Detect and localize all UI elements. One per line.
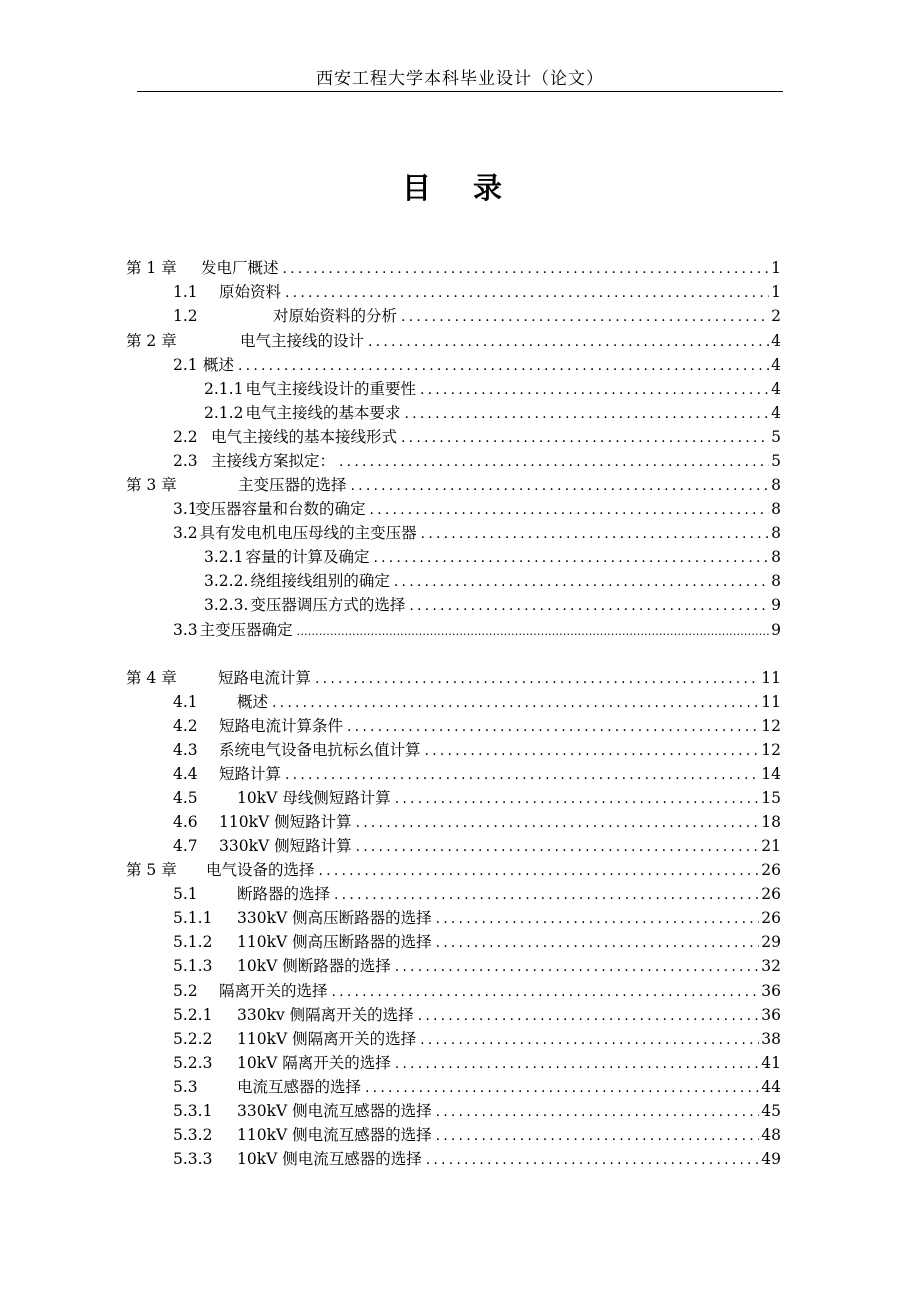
- toc-entry[interactable]: [204, 378, 781, 400]
- toc-entry[interactable]: [173, 931, 781, 953]
- toc-entry[interactable]: [173, 426, 781, 448]
- toc-entry[interactable]: [173, 1052, 781, 1074]
- toc-entry-number: 第 5 章: [126, 861, 177, 879]
- toc-entry-title: 容量的计算及确定: [245, 548, 370, 566]
- toc-entry-title: 绕组接线组别的确定: [250, 572, 390, 590]
- toc-entry-number: 3.2.2.: [204, 572, 249, 590]
- toc-entry-title: 主变压器确定: [199, 621, 293, 639]
- toc-entry-page: 21: [761, 837, 781, 855]
- toc-entry-number: 1.2: [173, 307, 198, 325]
- toc-leader-dots: [373, 547, 769, 569]
- toc-entry-page: 11: [761, 669, 781, 687]
- toc-entry[interactable]: [204, 594, 781, 616]
- toc-entry-title: 电气主接线的基本要求: [245, 404, 401, 422]
- toc-entry-page: 41: [761, 1054, 781, 1072]
- toc-entry-title: 110kV 侧高压断路器的选择: [237, 933, 432, 951]
- toc-leader-dots: [351, 475, 770, 497]
- toc-entry-number: 4.3: [173, 741, 198, 759]
- toc-leader-dots: [238, 355, 769, 377]
- toc-entry-title: 对原始资料的分析: [273, 307, 398, 325]
- toc-leader-dots: [420, 1029, 759, 1051]
- toc-entry-page: 8: [771, 524, 781, 542]
- toc-entry[interactable]: [173, 1004, 781, 1026]
- toc-entry-page: 36: [761, 1006, 781, 1024]
- toc-leader-dots: [315, 668, 759, 690]
- toc-entry-page: 26: [761, 861, 781, 879]
- toc-entry-page: 14: [761, 765, 781, 783]
- toc-entry-page: 15: [761, 789, 781, 807]
- header-rule: [137, 91, 783, 92]
- toc-entry[interactable]: [173, 955, 781, 977]
- toc-entry[interactable]: [173, 305, 781, 327]
- toc-leader-dots: [356, 812, 760, 834]
- toc-entry[interactable]: [173, 619, 781, 641]
- toc-leader-dots: [395, 956, 760, 978]
- toc-leader-dots: [283, 258, 770, 280]
- toc-leader-dots: [368, 331, 769, 353]
- toc-leader-dots: [339, 451, 769, 473]
- toc-entry-number: 1.1: [173, 283, 198, 301]
- toc-entry-number: 3.3: [173, 621, 198, 639]
- toc-entry-title: 10kV 侧电流互感器的选择: [237, 1150, 422, 1168]
- toc-entry-number: 5.1.3: [173, 957, 213, 975]
- toc-entry-page: 5: [771, 428, 781, 446]
- toc-entry-title: 概述: [237, 693, 269, 711]
- toc-leader-dots: [418, 1005, 760, 1027]
- toc-entry-page: 12: [761, 741, 781, 759]
- toc-entry-page: 12: [761, 717, 781, 735]
- toc-entry-title: 110kV 侧电流互感器的选择: [237, 1126, 432, 1144]
- toc-entry[interactable]: [173, 763, 781, 785]
- toc-entry[interactable]: [173, 354, 781, 376]
- toc-entry[interactable]: [173, 281, 781, 303]
- toc-entry-page: 9: [771, 621, 781, 639]
- toc-entry-title: 330kV 侧短路计算: [219, 837, 352, 855]
- toc-entry-number: 第 1 章: [126, 259, 177, 277]
- toc-entry-page: 2: [771, 307, 781, 325]
- toc-entry-page: 45: [761, 1102, 781, 1120]
- toc-entry[interactable]: [173, 811, 781, 833]
- toc-entry-number: 第 2 章: [126, 332, 177, 350]
- toc-leader-dots: [420, 379, 769, 401]
- toc-entry-page: 29: [761, 933, 781, 951]
- toc-entry[interactable]: [173, 883, 781, 905]
- toc-entry-page: 4: [771, 332, 781, 350]
- toc-leader-dots: [365, 1077, 759, 1099]
- toc-entry[interactable]: [204, 570, 781, 592]
- page-title: 目 录: [401, 171, 519, 205]
- toc-entry-number: 5.2.1: [173, 1006, 213, 1024]
- toc-entry-title: 电气主接线的基本接线形式: [211, 428, 398, 446]
- toc-entry-number: 3.2.1: [204, 548, 244, 566]
- toc-entry-number: 2.2: [173, 428, 198, 446]
- toc-entry-title: 10kV 隔离开关的选择: [237, 1054, 391, 1072]
- toc-entry-title: 110kV 侧隔离开关的选择: [237, 1030, 417, 1048]
- toc-entry-page: 49: [761, 1150, 781, 1168]
- toc-entry-number: 2.1.1: [204, 380, 244, 398]
- toc-entry-page: 9: [771, 596, 781, 614]
- toc-entry-title: 短路计算: [219, 765, 282, 783]
- toc-leader-dots: [395, 788, 760, 810]
- toc-entry-title: 10kV 侧断路器的选择: [237, 957, 391, 975]
- toc-entry-number: 5.3.1: [173, 1102, 213, 1120]
- toc-entry-number: 4.1: [173, 693, 198, 711]
- toc-leader-dots: [319, 860, 760, 882]
- toc-leader-dots: [404, 403, 769, 425]
- toc-entry-number: 5.1.2: [173, 933, 213, 951]
- toc-entry-page: 8: [771, 572, 781, 590]
- toc-entry-page: 26: [761, 885, 781, 903]
- toc-entry-number: 3.2.3.: [204, 596, 249, 614]
- toc-entry-number: 5.2.3: [173, 1054, 213, 1072]
- toc-entry-title: 110kV 侧短路计算: [219, 813, 352, 831]
- toc-leader-dots: [297, 621, 769, 643]
- toc-entry[interactable]: [173, 450, 781, 472]
- toc-leader-dots: [394, 571, 769, 593]
- toc-entry-title: 隔离开关的选择: [219, 982, 328, 1000]
- toc-entry[interactable]: [173, 715, 781, 737]
- toc-entry-title: 概述: [203, 356, 235, 374]
- toc-entry-title: 10kV 母线侧短路计算: [237, 789, 391, 807]
- toc-entry-number: 5.3.3: [173, 1150, 213, 1168]
- toc-entry-title: 短路电流计算: [218, 669, 312, 687]
- toc-entry-title: 发电厂概述: [201, 259, 279, 277]
- toc-entry[interactable]: [173, 835, 781, 857]
- toc-entry-title: 330kV 侧电流互感器的选择: [237, 1102, 432, 1120]
- toc-entry-number: 2.1: [173, 356, 198, 374]
- toc-entry[interactable]: [173, 1148, 781, 1170]
- toc-entry-number: 4.4: [173, 765, 198, 783]
- toc-entry-number: 5.2.2: [173, 1030, 213, 1048]
- toc-leader-dots: [285, 764, 759, 786]
- toc-entry-number: 第 3 章: [126, 476, 177, 494]
- toc-entry-number: 5.3: [173, 1078, 198, 1096]
- toc-entry-title: 330kV 侧高压断路器的选择: [237, 909, 432, 927]
- toc-entry-page: 1: [771, 283, 781, 301]
- toc-entry[interactable]: [173, 522, 781, 544]
- toc-entry-title: 原始资料: [219, 283, 282, 301]
- toc-entry-page: 8: [771, 500, 781, 518]
- toc-entry-number: 2.3: [173, 452, 198, 470]
- toc-entry-title: 变压器容量和台数的确定: [195, 500, 366, 518]
- toc-entry-title: 电气主接线的设计: [240, 332, 365, 350]
- toc-entry[interactable]: [173, 1100, 781, 1122]
- toc-entry-page: 18: [761, 813, 781, 831]
- toc-leader-dots: [426, 1149, 760, 1171]
- toc-entry-page: 8: [771, 548, 781, 566]
- toc-leader-dots: [425, 740, 760, 762]
- toc-entry[interactable]: [173, 1028, 781, 1050]
- toc-entry-title: 电气主接线设计的重要性: [245, 380, 416, 398]
- toc-entry-title: 具有发电机电压母线的主变压器: [199, 524, 417, 542]
- toc-entry-title: 330kv 侧隔离开关的选择: [237, 1006, 414, 1024]
- toc-entry-page: 4: [771, 404, 781, 422]
- toc-leader-dots: [401, 306, 769, 328]
- toc-entry[interactable]: [173, 1124, 781, 1146]
- toc-entry[interactable]: [173, 1076, 781, 1098]
- toc-entry-title: 主接线方案拟定：: [211, 452, 336, 470]
- toc-entry-number: 5.3.2: [173, 1126, 213, 1144]
- toc-entry-number: 3.2: [173, 524, 198, 542]
- toc-leader-dots: [272, 692, 759, 714]
- toc-leader-dots: [421, 523, 769, 545]
- toc-entry-page: 36: [761, 982, 781, 1000]
- toc-entry-page: 1: [771, 259, 781, 277]
- toc-entry-page: 38: [761, 1030, 781, 1048]
- toc-entry-number: 5.1.1: [173, 909, 213, 927]
- toc-leader-dots: [409, 595, 769, 617]
- toc-entry-number: 3.1: [173, 500, 198, 518]
- toc-entry-page: 26: [761, 909, 781, 927]
- toc-leader-dots: [347, 716, 759, 738]
- toc-entry-title: 系统电气设备电抗标幺值计算: [219, 741, 421, 759]
- toc-entry-page: 11: [761, 693, 781, 711]
- toc-leader-dots: [356, 836, 760, 858]
- toc-entry[interactable]: [126, 330, 781, 352]
- toc-leader-dots: [395, 1053, 760, 1075]
- toc-entry-page: 8: [771, 476, 781, 494]
- toc-entry-number: 4.2: [173, 717, 198, 735]
- toc-entry[interactable]: [173, 907, 781, 929]
- toc-entry-page: 48: [761, 1126, 781, 1144]
- toc-entry-page: 44: [761, 1078, 781, 1096]
- toc-leader-dots: [401, 427, 769, 449]
- toc-entry-number: 2.1.2: [204, 404, 244, 422]
- toc-leader-dots: [436, 932, 760, 954]
- toc-entry-title: 短路电流计算条件: [219, 717, 344, 735]
- toc-entry-number: 5.1: [173, 885, 198, 903]
- toc-entry-title: 主变压器的选择: [238, 476, 347, 494]
- toc-leader-dots: [332, 981, 760, 1003]
- toc-entry-title: 电气设备的选择: [206, 861, 315, 879]
- toc-entry-page: 4: [771, 356, 781, 374]
- toc-entry-title: 电流互感器的选择: [237, 1078, 362, 1096]
- toc-entry-page: 32: [761, 957, 781, 975]
- toc-entry-number: 4.7: [173, 837, 198, 855]
- toc-entry-number: 第 4 章: [126, 669, 177, 687]
- toc-entry-title: 断路器的选择: [237, 885, 331, 903]
- toc-entry[interactable]: [204, 546, 781, 568]
- toc-entry[interactable]: [126, 474, 781, 496]
- toc-entry[interactable]: [173, 498, 781, 520]
- toc-entry[interactable]: [173, 980, 781, 1002]
- toc-entry-number: 4.6: [173, 813, 198, 831]
- toc-entry-page: 5: [771, 452, 781, 470]
- toc-entry[interactable]: [204, 402, 781, 424]
- toc-leader-dots: [436, 908, 760, 930]
- toc-leader-dots: [334, 884, 759, 906]
- toc-entry-number: 4.5: [173, 789, 198, 807]
- toc-entry-title: 变压器调压方式的选择: [250, 596, 406, 614]
- toc-entry[interactable]: [173, 739, 781, 761]
- page-header: 西安工程大学本科毕业设计（论文）: [316, 69, 604, 89]
- toc-entry[interactable]: [126, 257, 781, 279]
- toc-entry[interactable]: [126, 667, 781, 689]
- toc-entry[interactable]: [173, 787, 781, 809]
- toc-entry-page: 4: [771, 380, 781, 398]
- toc-leader-dots: [436, 1125, 760, 1147]
- toc-entry[interactable]: [126, 859, 781, 881]
- toc-leader-dots: [370, 499, 770, 521]
- toc-entry-number: 5.2: [173, 982, 198, 1000]
- toc-leader-dots: [436, 1101, 760, 1123]
- toc-entry[interactable]: [173, 691, 781, 713]
- toc-leader-dots: [285, 282, 769, 304]
